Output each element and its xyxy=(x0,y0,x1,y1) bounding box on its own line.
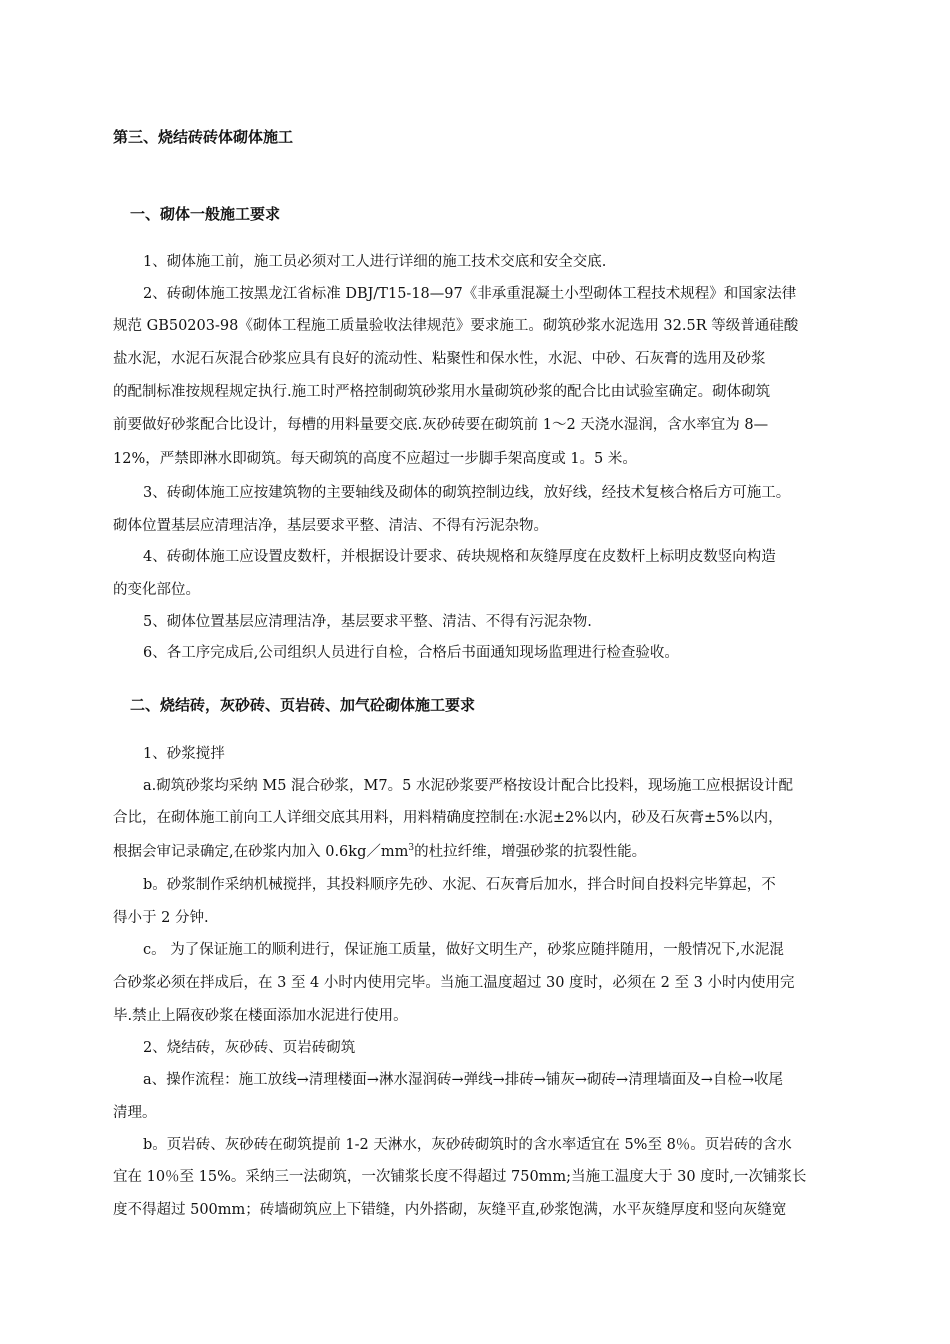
subheading-line: 2、烧结砖，灰砂砖、页岩砖砌筑 xyxy=(143,1040,356,1056)
paragraph-line: b。页岩砖、灰砂砖在砌筑提前 1-2 天淋水，灰砂砖砌筑时的含水率适宜在 5%至 8％。页岩砖的含水 xyxy=(143,1137,792,1153)
paragraph-line: 清理。 xyxy=(113,1105,157,1121)
paragraph-line: 4、砖砌体施工应设置皮数杆，并根据设计要求、砖块规格和灰缝厚度在皮数杆上标明皮数竖向构造 xyxy=(143,549,776,565)
line-text: 根据会审记录确定,在砂浆内加入 0.6kg／mm xyxy=(113,844,409,860)
page-title: 第三、烧结砖砖体砌体施工 xyxy=(113,128,294,146)
paragraph-line: 宜在 10％至 15%。采纳三一法砌筑，一次铺浆长度不得超过 750mm;当施工温度大于 30 度时,一次铺浆长 xyxy=(113,1169,807,1185)
paragraph-line: 12%，严禁即淋水即砌筑。每天砌筑的高度不应超过一步脚手架高度或 1。5 米。 xyxy=(113,451,637,467)
paragraph-line: 2、砖砌体施工按黑龙江省标准 DBJ/T15-18—97《非承重混凝土小型砌体工程技术规程》和国家法律 xyxy=(143,286,797,302)
paragraph-line: 合比，在砌体施工前向工人详细交底其用料，用料精确度控制在:水泥±2%以内，砂及石灰膏±5%以内， xyxy=(113,810,783,826)
section-1-heading: 一、砌体一般施工要求 xyxy=(130,205,281,223)
paragraph-line xyxy=(113,840,646,861)
paragraph-line: 盐水泥，水泥石灰混合砂浆应具有良好的流动性、粘聚性和保水性，水泥、中砂、石灰膏的选用及砂浆 xyxy=(113,351,766,367)
paragraph-line: 规范 GB50203-98《砌体工程施工质量验收法律规范》要求施工。砌筑砂浆水泥选用 32.5R 等级普通硅酸 xyxy=(113,318,799,334)
line-text: 的杜拉纤维，增强砂浆的抗裂性能。 xyxy=(414,844,647,860)
paragraph-line: 的配制标准按规程规定执行.施工时严格控制砌筑砂浆用水量砌筑砂浆的配合比由试验室确定。砌体砌筑 xyxy=(113,384,771,400)
paragraph-line: 合砂浆必须在拌成后，在 3 至 4 小时内使用完毕。当施工温度超过 30 度时，必须在 2 至 3 小时内使用完 xyxy=(113,975,795,991)
paragraph-line: 6、各工序完成后,公司组织人员进行自检，合格后书面通知现场监理进行检查验收。 xyxy=(143,645,679,661)
paragraph-line: a.砌筑砂浆均采纳 M5 混合砂浆，M7。5 水泥砂浆要严格按设计配合比投料，现场施工应根据设计配 xyxy=(143,778,793,794)
paragraph-line: 5、砌体位置基层应清理洁净，基层要求平整、清洁、不得有污泥杂物. xyxy=(143,614,592,630)
paragraph-line: 3、砖砌体施工应按建筑物的主要轴线及砌体的砌筑控制边线，放好线，经技术复核合格后方可施工。 xyxy=(143,485,791,501)
section-2-heading: 二、烧结砖，灰砂砖、页岩砖、加气砼砌体施工要求 xyxy=(130,696,476,714)
paragraph-line: 度不得超过 500mm；砖墙砌筑应上下错缝，内外搭砌，灰缝平直,砂浆饱满，水平灰缝厚度和竖向灰缝宽 xyxy=(113,1202,787,1218)
subheading-line: 1、砂浆搅拌 xyxy=(143,746,225,762)
superscript: 3 xyxy=(408,843,415,853)
paragraph-line: 得小于 2 分钟. xyxy=(113,910,209,926)
paragraph-line: b。砂浆制作采纳机械搅拌，其投料顺序先砂、水泥、石灰膏后加水，拌合时间自投料完毕算起，不 xyxy=(143,877,776,893)
paragraph-line: 毕.禁止上隔夜砂浆在楼面添加水泥进行使用。 xyxy=(113,1008,408,1024)
paragraph-line: 的变化部位。 xyxy=(113,582,200,598)
paragraph-line: 前要做好砂浆配合比设计，每槽的用料量要交底.灰砂砖要在砌筑前 1～2 天浇水湿润，含水率宜为 8— xyxy=(113,417,769,433)
paragraph-line: a、操作流程：施工放线→清理楼面→淋水湿润砖→弹线→排砖→铺灰→砌砖→清理墙面及→自检→收尾 xyxy=(143,1072,783,1088)
paragraph-line: 砌体位置基层应清理洁净，基层要求平整、清洁、不得有污泥杂物。 xyxy=(113,518,548,534)
paragraph-line: 1、砌体施工前，施工员必须对工人进行详细的施工技术交底和安全交底. xyxy=(143,254,607,270)
paragraph-line: c。 为了保证施工的顺利进行，保证施工质量，做好文明生产，砂浆应随拌随用，一般情况下,水泥混 xyxy=(143,942,784,958)
